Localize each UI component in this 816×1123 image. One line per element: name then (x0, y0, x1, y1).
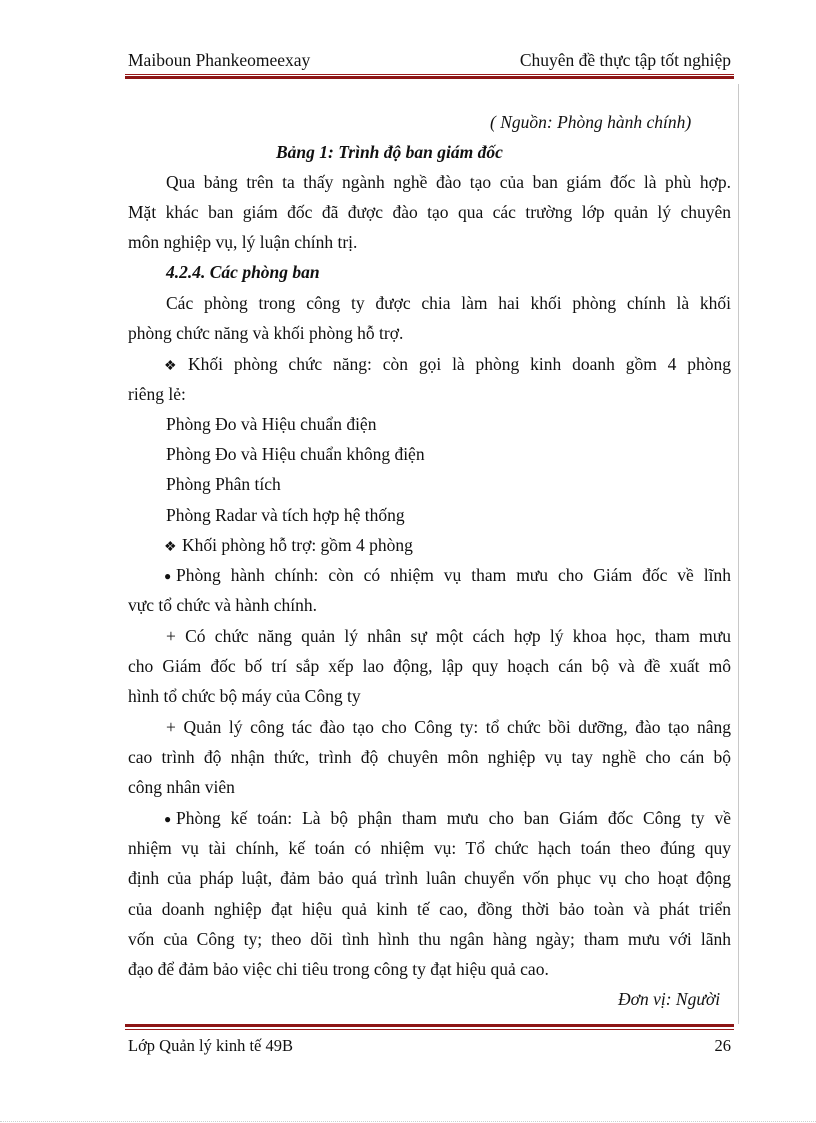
admin-p2-line1: + Quản lý công tác đào tạo cho Công ty: tổ chức bồi dưỡng, đào tạo nâng (166, 717, 731, 737)
department-item: Phòng Đo và Hiệu chuẩn không điện (166, 444, 425, 464)
source-note: ( Nguồn: Phòng hành chính) (490, 112, 692, 132)
page-shadow-right (738, 84, 739, 1024)
header-author: Maiboun Phankeomeexay (128, 50, 311, 70)
accounting-line5: vốn của Công ty; theo dõi tình hình thu ngân hàng ngày; tham mưu với lãnh (128, 929, 731, 949)
header-title: Chuyên đề thực tập tốt nghiệp (519, 50, 731, 70)
block2-text: Khối phòng hỗ trợ: gồm 4 phòng (182, 535, 413, 555)
para2-line2: phòng chức năng và khối phòng hỗ trợ. (128, 323, 404, 343)
footer-rule-thick (125, 1024, 734, 1027)
footer-rule-thin (125, 1029, 734, 1030)
department-item: Phòng Radar và tích hợp hệ thống (166, 505, 405, 525)
block2-line (164, 535, 413, 565)
page-bottom-border (0, 1121, 816, 1122)
page-footer (128, 1036, 731, 1058)
page-number: 26 (714, 1036, 731, 1055)
table-caption: Bảng 1: Trình độ ban giám đốc (276, 142, 503, 162)
diamond-bullet-icon: ❖ (164, 540, 177, 555)
accounting-line1: Phòng kế toán: Là bộ phận tham mưu cho ban Giám đốc Công ty về (176, 808, 731, 828)
block1-line2: riêng lẻ: (128, 384, 186, 404)
block1-line1: Khối phòng chức năng: còn gọi là phòng kinh doanh gồm 4 phòng (188, 354, 731, 374)
admin-p2-line2: cao trình độ nhận thức, trình độ chuyên môn nghiệp vụ tay nghề cho cán bộ (128, 747, 731, 767)
para2-line1: Các phòng trong công ty được chia làm hai khối phòng chính là khối (166, 293, 731, 313)
admin-line2: vực tổ chức và hành chính. (128, 595, 318, 615)
page-header (128, 48, 731, 72)
department-item: Phòng Đo và Hiệu chuẩn điện (166, 414, 377, 434)
admin-line1: Phòng hành chính: còn có nhiệm vụ tham mưu cho Giám đốc về lĩnh (176, 565, 731, 585)
accounting-line6: đạo để đảm bảo việc chi tiêu trong công ty đạt hiệu quả cao. (128, 959, 549, 979)
accounting-line3: định của pháp luật, đảm bảo quá trình luân chuyển vốn phục vụ cho hoạt động (128, 868, 731, 888)
para1-line1: Qua bảng trên ta thấy ngành nghề đào tạo của ban giám đốc là phù hợp. (166, 172, 731, 192)
accounting-line2: nhiệm vụ tài chính, kế toán có nhiệm vụ: Tổ chức hạch toán theo đúng quy (128, 838, 731, 858)
round-bullet-icon: ● (164, 569, 172, 583)
accounting-line4: của doanh nghiệp đạt hiệu quả kinh tế cao, đồng thời bảo toàn và phát triển (128, 899, 731, 919)
unit-note: Đơn vị: Người (618, 989, 721, 1009)
diamond-bullet-icon: ❖ (164, 359, 177, 374)
admin-p1-line3: hình tổ chức bộ máy của Công ty (128, 686, 361, 706)
header-rule-thick (125, 76, 734, 79)
para1-line2: Mặt khác ban giám đốc đã được đào tạo qua các trường lớp quản lý chuyên (128, 202, 731, 222)
accounting-dot-row (164, 808, 173, 838)
header-rule-thin (125, 74, 734, 75)
round-bullet-icon: ● (164, 812, 172, 826)
admin-p2-line3: công nhân viên (128, 777, 235, 797)
admin-dot-row (164, 565, 173, 595)
department-item: Phòng Phân tích (166, 474, 281, 494)
section-heading: 4.2.4. Các phòng ban (166, 262, 320, 282)
para1-line3: môn nghiệp vụ, lý luận chính trị. (128, 232, 358, 252)
admin-p1-line1: + Có chức năng quản lý nhân sự một cách hợp lý khoa học, tham mưu (166, 626, 731, 646)
footer-class-name: Lớp Quản lý kinh tế 49B (128, 1036, 293, 1055)
admin-p1-line2: cho Giám đốc bố trí sắp xếp lao động, lập quy hoạch cán bộ và đề xuất mô (128, 656, 731, 676)
